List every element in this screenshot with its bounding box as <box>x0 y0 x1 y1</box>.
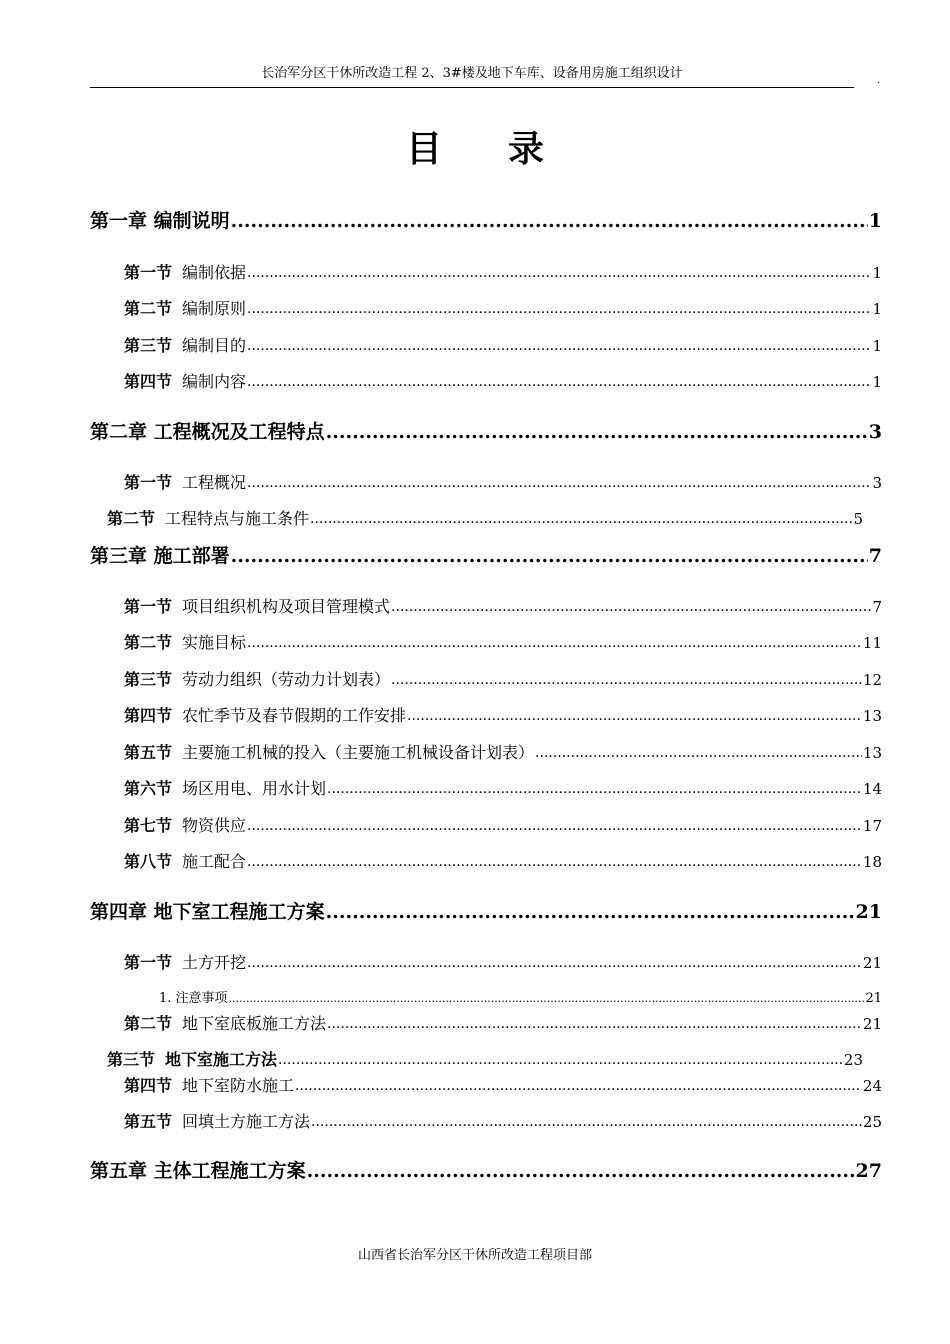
toc-page-number: 5 <box>853 510 863 528</box>
toc-page-number: 27 <box>855 1160 882 1182</box>
page-header-title: 长治军分区干休所改造工程 2、3#楼及地下车库、设备用房施工组织设计 <box>261 66 683 81</box>
toc-section-number: 第一节 <box>124 597 173 616</box>
toc-page-number: 21 <box>855 901 882 923</box>
toc-section-label: 土方开挖 <box>182 953 247 972</box>
header-mark: . <box>877 75 881 86</box>
toc-section[interactable] <box>124 705 882 727</box>
toc-section-number: 第五节 <box>124 1112 173 1131</box>
toc-page-number: 1 <box>872 264 882 282</box>
toc-leader <box>327 778 862 800</box>
toc-section-label: 项目组织机构及项目管理模式 <box>182 597 391 616</box>
toc-section-label: 工程特点与施工条件 <box>165 509 310 528</box>
toc-section[interactable] <box>124 742 882 764</box>
toc-section-number: 第一节 <box>124 263 173 282</box>
toc-title: 目录 <box>405 129 610 170</box>
toc-section[interactable] <box>124 1075 882 1097</box>
toc-page-number: 1 <box>872 373 882 391</box>
toc-section[interactable] <box>124 335 882 357</box>
toc-chapter-label: 第四章 地下室工程施工方案 <box>90 901 325 923</box>
toc-section-label: 地下室底板施工方法 <box>182 1014 327 1033</box>
toc-chapter-label: 第一章 编制说明 <box>90 210 230 232</box>
toc-page-number: 13 <box>862 707 882 725</box>
toc-section[interactable] <box>124 632 882 654</box>
toc-page-number: 3 <box>868 421 882 443</box>
toc-section[interactable] <box>124 669 882 691</box>
toc-leader <box>327 1013 862 1035</box>
toc-section-label: 编制目的 <box>182 336 247 355</box>
toc-page-number: 21 <box>865 991 882 1006</box>
toc-section-number: 第二节 <box>124 633 173 652</box>
toc-page-number: 13 <box>862 744 882 762</box>
toc-leader <box>247 632 862 654</box>
toc-leader <box>310 508 852 530</box>
toc-section[interactable] <box>124 952 882 974</box>
toc-section-label: 物资供应 <box>182 816 247 835</box>
toc-subsection[interactable] <box>159 991 882 1007</box>
toc-section[interactable] <box>124 371 882 393</box>
toc-leader <box>247 952 862 974</box>
toc-section[interactable] <box>124 1111 882 1133</box>
toc-section[interactable] <box>124 472 882 494</box>
toc-section-number: 第六节 <box>124 779 173 798</box>
toc-section-number: 第二节 <box>124 1014 173 1033</box>
toc-section-number: 第三节 <box>124 336 173 355</box>
toc-page-number: 25 <box>862 1113 882 1131</box>
toc-leader <box>231 543 868 569</box>
toc-section-label: 地下室防水施工 <box>182 1076 295 1095</box>
toc-page-number: 12 <box>862 671 882 689</box>
toc-section-label: 施工配合 <box>182 852 247 871</box>
toc-page-number: 7 <box>872 598 882 616</box>
toc-section-number: 第四节 <box>124 706 173 725</box>
toc-section-number: 第二节 <box>107 509 156 528</box>
header-rule <box>90 87 854 88</box>
toc-section-number: 第二节 <box>124 299 173 318</box>
toc-section-number: 第一节 <box>124 473 173 492</box>
toc-chapter-2[interactable] <box>90 419 882 445</box>
toc-leader <box>231 208 868 234</box>
toc-section-label: 回填土方施工方法 <box>182 1112 311 1131</box>
toc-leader <box>307 1158 855 1184</box>
toc-section-number: 第三节 <box>124 670 173 689</box>
toc-leader <box>391 596 871 618</box>
toc-section-label: 地下室施工方法 <box>165 1050 278 1069</box>
toc-page-number: 1 <box>872 300 882 318</box>
toc-leader <box>326 419 868 445</box>
toc-section-label: 场区用电、用水计划 <box>182 779 327 798</box>
toc-section-label: 编制原则 <box>182 299 247 318</box>
toc-chapter-5[interactable] <box>90 1158 882 1184</box>
toc-subsection-label: 1. 注意事项 <box>159 991 228 1006</box>
toc-leader <box>311 1111 862 1133</box>
toc-leader <box>247 851 862 873</box>
toc-section-label: 编制依据 <box>182 263 247 282</box>
toc-chapter-label: 第二章 工程概况及工程特点 <box>90 421 325 443</box>
toc-section[interactable] <box>124 815 882 837</box>
toc-section-number: 第四节 <box>124 1076 173 1095</box>
toc-page-number: 17 <box>862 817 882 835</box>
toc-section-number: 第七节 <box>124 816 173 835</box>
toc-page-number: 24 <box>862 1077 882 1095</box>
toc-section-number: 第四节 <box>124 372 173 391</box>
toc-chapter-label: 第五章 主体工程施工方案 <box>90 1160 306 1182</box>
toc-leader <box>535 742 862 764</box>
toc-leader <box>247 262 871 284</box>
toc-leader <box>391 669 862 691</box>
toc-section-label: 劳动力组织（劳动力计划表） <box>182 670 391 689</box>
toc-section-number: 第三节 <box>107 1050 156 1069</box>
toc-page-number: 18 <box>862 853 882 871</box>
toc-page-number: 1 <box>868 210 882 232</box>
toc-leader <box>407 705 862 727</box>
toc-section-number: 第八节 <box>124 852 173 871</box>
toc-section-label: 实施目标 <box>182 633 247 652</box>
toc-chapter-label: 第三章 施工部署 <box>90 545 230 567</box>
toc-page-number: 11 <box>862 634 882 652</box>
toc-leader <box>247 335 871 357</box>
toc-leader <box>295 1075 862 1097</box>
toc-chapter-3[interactable] <box>90 543 882 569</box>
toc-leader <box>229 991 865 1007</box>
toc-section-number: 第五节 <box>124 743 173 762</box>
toc-section[interactable] <box>107 1049 863 1071</box>
toc-leader <box>247 815 862 837</box>
toc-section-label: 编制内容 <box>182 372 247 391</box>
toc-section-label: 主要施工机械的投入（主要施工机械设备计划表） <box>182 743 535 762</box>
toc-leader <box>326 899 855 925</box>
toc-chapter-4[interactable] <box>90 899 882 925</box>
toc-section[interactable] <box>124 851 882 873</box>
toc-leader <box>247 472 871 494</box>
toc-page-number: 23 <box>843 1051 863 1069</box>
page-footer: 山西省长治军分区干休所改造工程项目部 <box>357 1248 592 1263</box>
toc-page-number: 1 <box>872 337 882 355</box>
toc-leader <box>247 298 871 320</box>
toc-page-number: 7 <box>868 545 882 567</box>
toc-section[interactable] <box>124 596 882 618</box>
toc-section-label: 农忙季节及春节假期的工作安排 <box>182 706 407 725</box>
toc-page-number: 21 <box>862 1015 882 1033</box>
toc-section[interactable] <box>124 778 882 800</box>
toc-leader <box>247 371 871 393</box>
toc-section[interactable] <box>124 298 882 320</box>
toc-page-number: 21 <box>862 954 882 972</box>
toc-page-number: 3 <box>872 474 882 492</box>
toc-section[interactable] <box>124 1013 882 1035</box>
toc-section[interactable] <box>124 262 882 284</box>
toc-section-label: 工程概况 <box>182 473 247 492</box>
toc-leader <box>278 1049 843 1071</box>
toc-section[interactable] <box>107 508 863 530</box>
toc-section-number: 第一节 <box>124 953 173 972</box>
toc-chapter-1[interactable] <box>90 208 882 234</box>
toc-page-number: 14 <box>862 780 882 798</box>
